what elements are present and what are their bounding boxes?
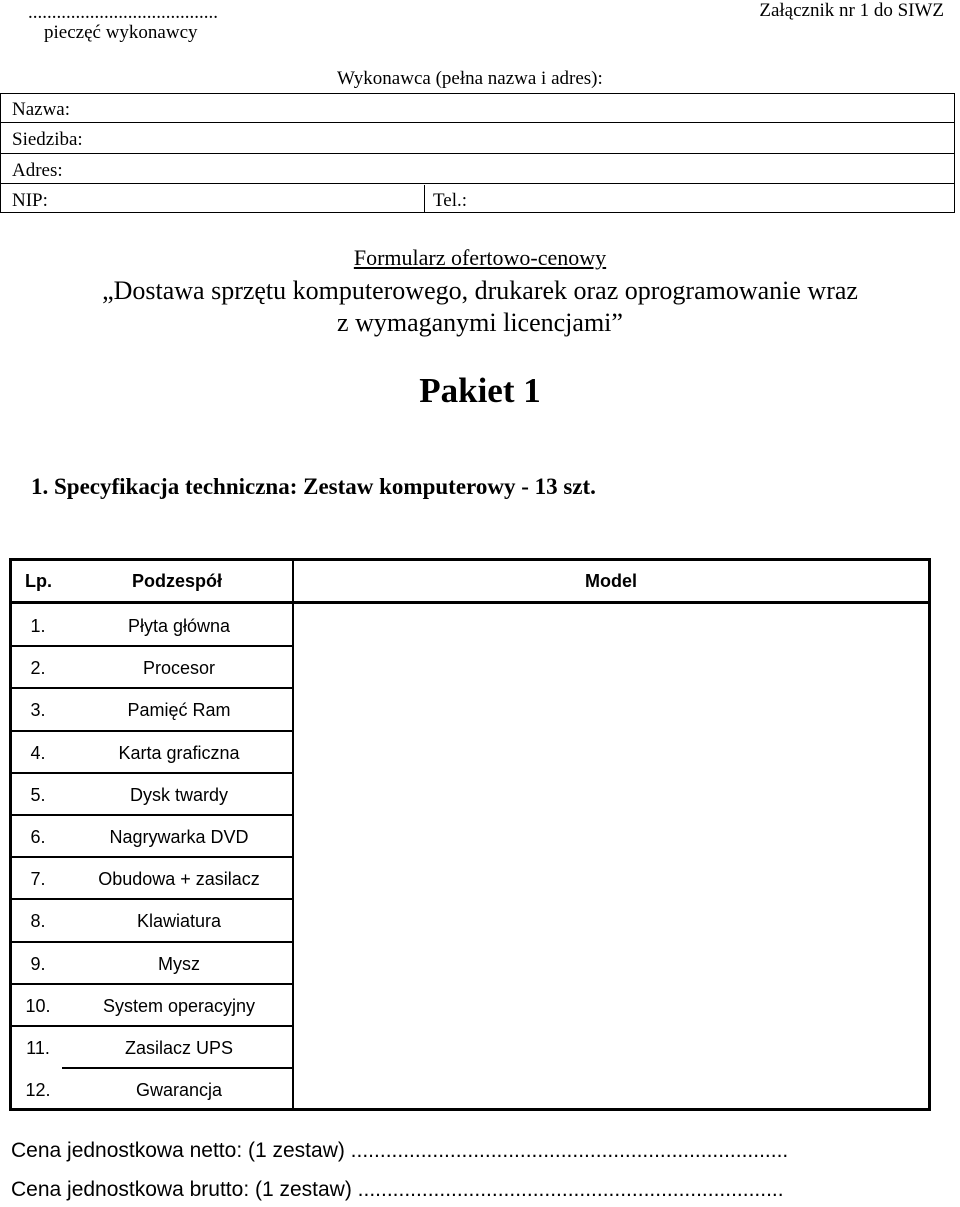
package-title: Pakiet 1 bbox=[419, 371, 541, 410]
row-divider bbox=[12, 983, 292, 985]
row-divider bbox=[12, 941, 292, 943]
row-number: 12. bbox=[25, 1080, 51, 1101]
subject-line-1: „Dostawa sprzętu komputerowego, drukarek oraz oprogramowanie wraz bbox=[102, 276, 858, 305]
row-divider bbox=[12, 687, 292, 689]
header-part: Podzespół bbox=[132, 571, 223, 591]
header-lp: Lp. bbox=[25, 571, 52, 591]
row-part-name: Dysk twardy bbox=[129, 784, 228, 805]
subject-line-2: z wymaganymi licencjami” bbox=[337, 308, 623, 337]
row-part-name: Procesor bbox=[142, 658, 216, 679]
row-part-name: Zasilacz UPS bbox=[124, 1038, 234, 1058]
row-part-name: System operacyjny bbox=[102, 995, 256, 1016]
info-divider bbox=[1, 153, 954, 154]
row-number: 10. bbox=[25, 995, 51, 1016]
row-divider bbox=[12, 898, 292, 900]
stamp-dotted-line: ........................................ bbox=[28, 2, 218, 23]
row-divider bbox=[62, 1067, 292, 1069]
nip-tel-divider bbox=[424, 185, 425, 212]
row-part-name: Obudowa + zasilacz bbox=[98, 869, 260, 890]
row-part-name: Mysz bbox=[158, 953, 200, 974]
header-model: Model bbox=[585, 571, 637, 591]
info-divider bbox=[1, 183, 954, 184]
row-number: 4. bbox=[30, 742, 46, 763]
row-number: 2. bbox=[30, 658, 46, 679]
header-divider bbox=[12, 601, 928, 604]
row-number: 3. bbox=[30, 700, 46, 721]
row-divider bbox=[12, 856, 292, 858]
row-divider bbox=[12, 814, 292, 816]
spec-heading: 1. Specyfikacja techniczna: Zestaw komputerowy - 13 szt. bbox=[31, 474, 596, 499]
contractor-heading: Wykonawca (pełna nazwa i adres): bbox=[337, 68, 603, 89]
nip-field-label: NIP: bbox=[12, 190, 48, 211]
row-part-name: Pamięć Ram bbox=[127, 700, 231, 721]
seat-field-label: Siedziba: bbox=[12, 129, 83, 150]
row-number: 11. bbox=[26, 1038, 50, 1058]
row-number: 5. bbox=[30, 784, 46, 805]
row-number: 6. bbox=[30, 827, 46, 847]
address-field-label: Adres: bbox=[12, 160, 63, 181]
stamp-label: pieczęć wykonawcy bbox=[44, 22, 198, 43]
net-price-line: Cena jednostkowa netto: (1 zestaw) ........................................................................... bbox=[11, 1139, 789, 1162]
name-field-label: Nazwa: bbox=[12, 99, 71, 120]
row-divider bbox=[12, 1025, 292, 1027]
row-number: 1. bbox=[30, 616, 46, 636]
row-part-name: Nagrywarka DVD bbox=[109, 827, 249, 847]
row-number: 8. bbox=[30, 911, 46, 932]
row-part-name: Karta graficzna bbox=[118, 742, 240, 763]
form-title: Formularz ofertowo-cenowy bbox=[353, 245, 607, 270]
row-divider bbox=[12, 730, 292, 732]
row-number: 9. bbox=[30, 953, 46, 974]
contractor-info-box bbox=[0, 93, 955, 213]
info-divider bbox=[1, 122, 954, 123]
row-number: 7. bbox=[30, 869, 46, 890]
row-part-name: Klawiatura bbox=[136, 911, 222, 932]
row-divider bbox=[12, 772, 292, 774]
row-divider bbox=[12, 645, 292, 647]
tel-field-label: Tel.: bbox=[433, 190, 468, 211]
annex-label: Załącznik nr 1 do SIWZ bbox=[759, 0, 944, 21]
gross-price-line: Cena jednostkowa brutto: (1 zestaw) ......................................................................... bbox=[11, 1178, 784, 1201]
row-part-name: Płyta główna bbox=[127, 616, 231, 636]
components-table bbox=[9, 558, 931, 1111]
row-part-name: Gwarancja bbox=[135, 1080, 223, 1101]
